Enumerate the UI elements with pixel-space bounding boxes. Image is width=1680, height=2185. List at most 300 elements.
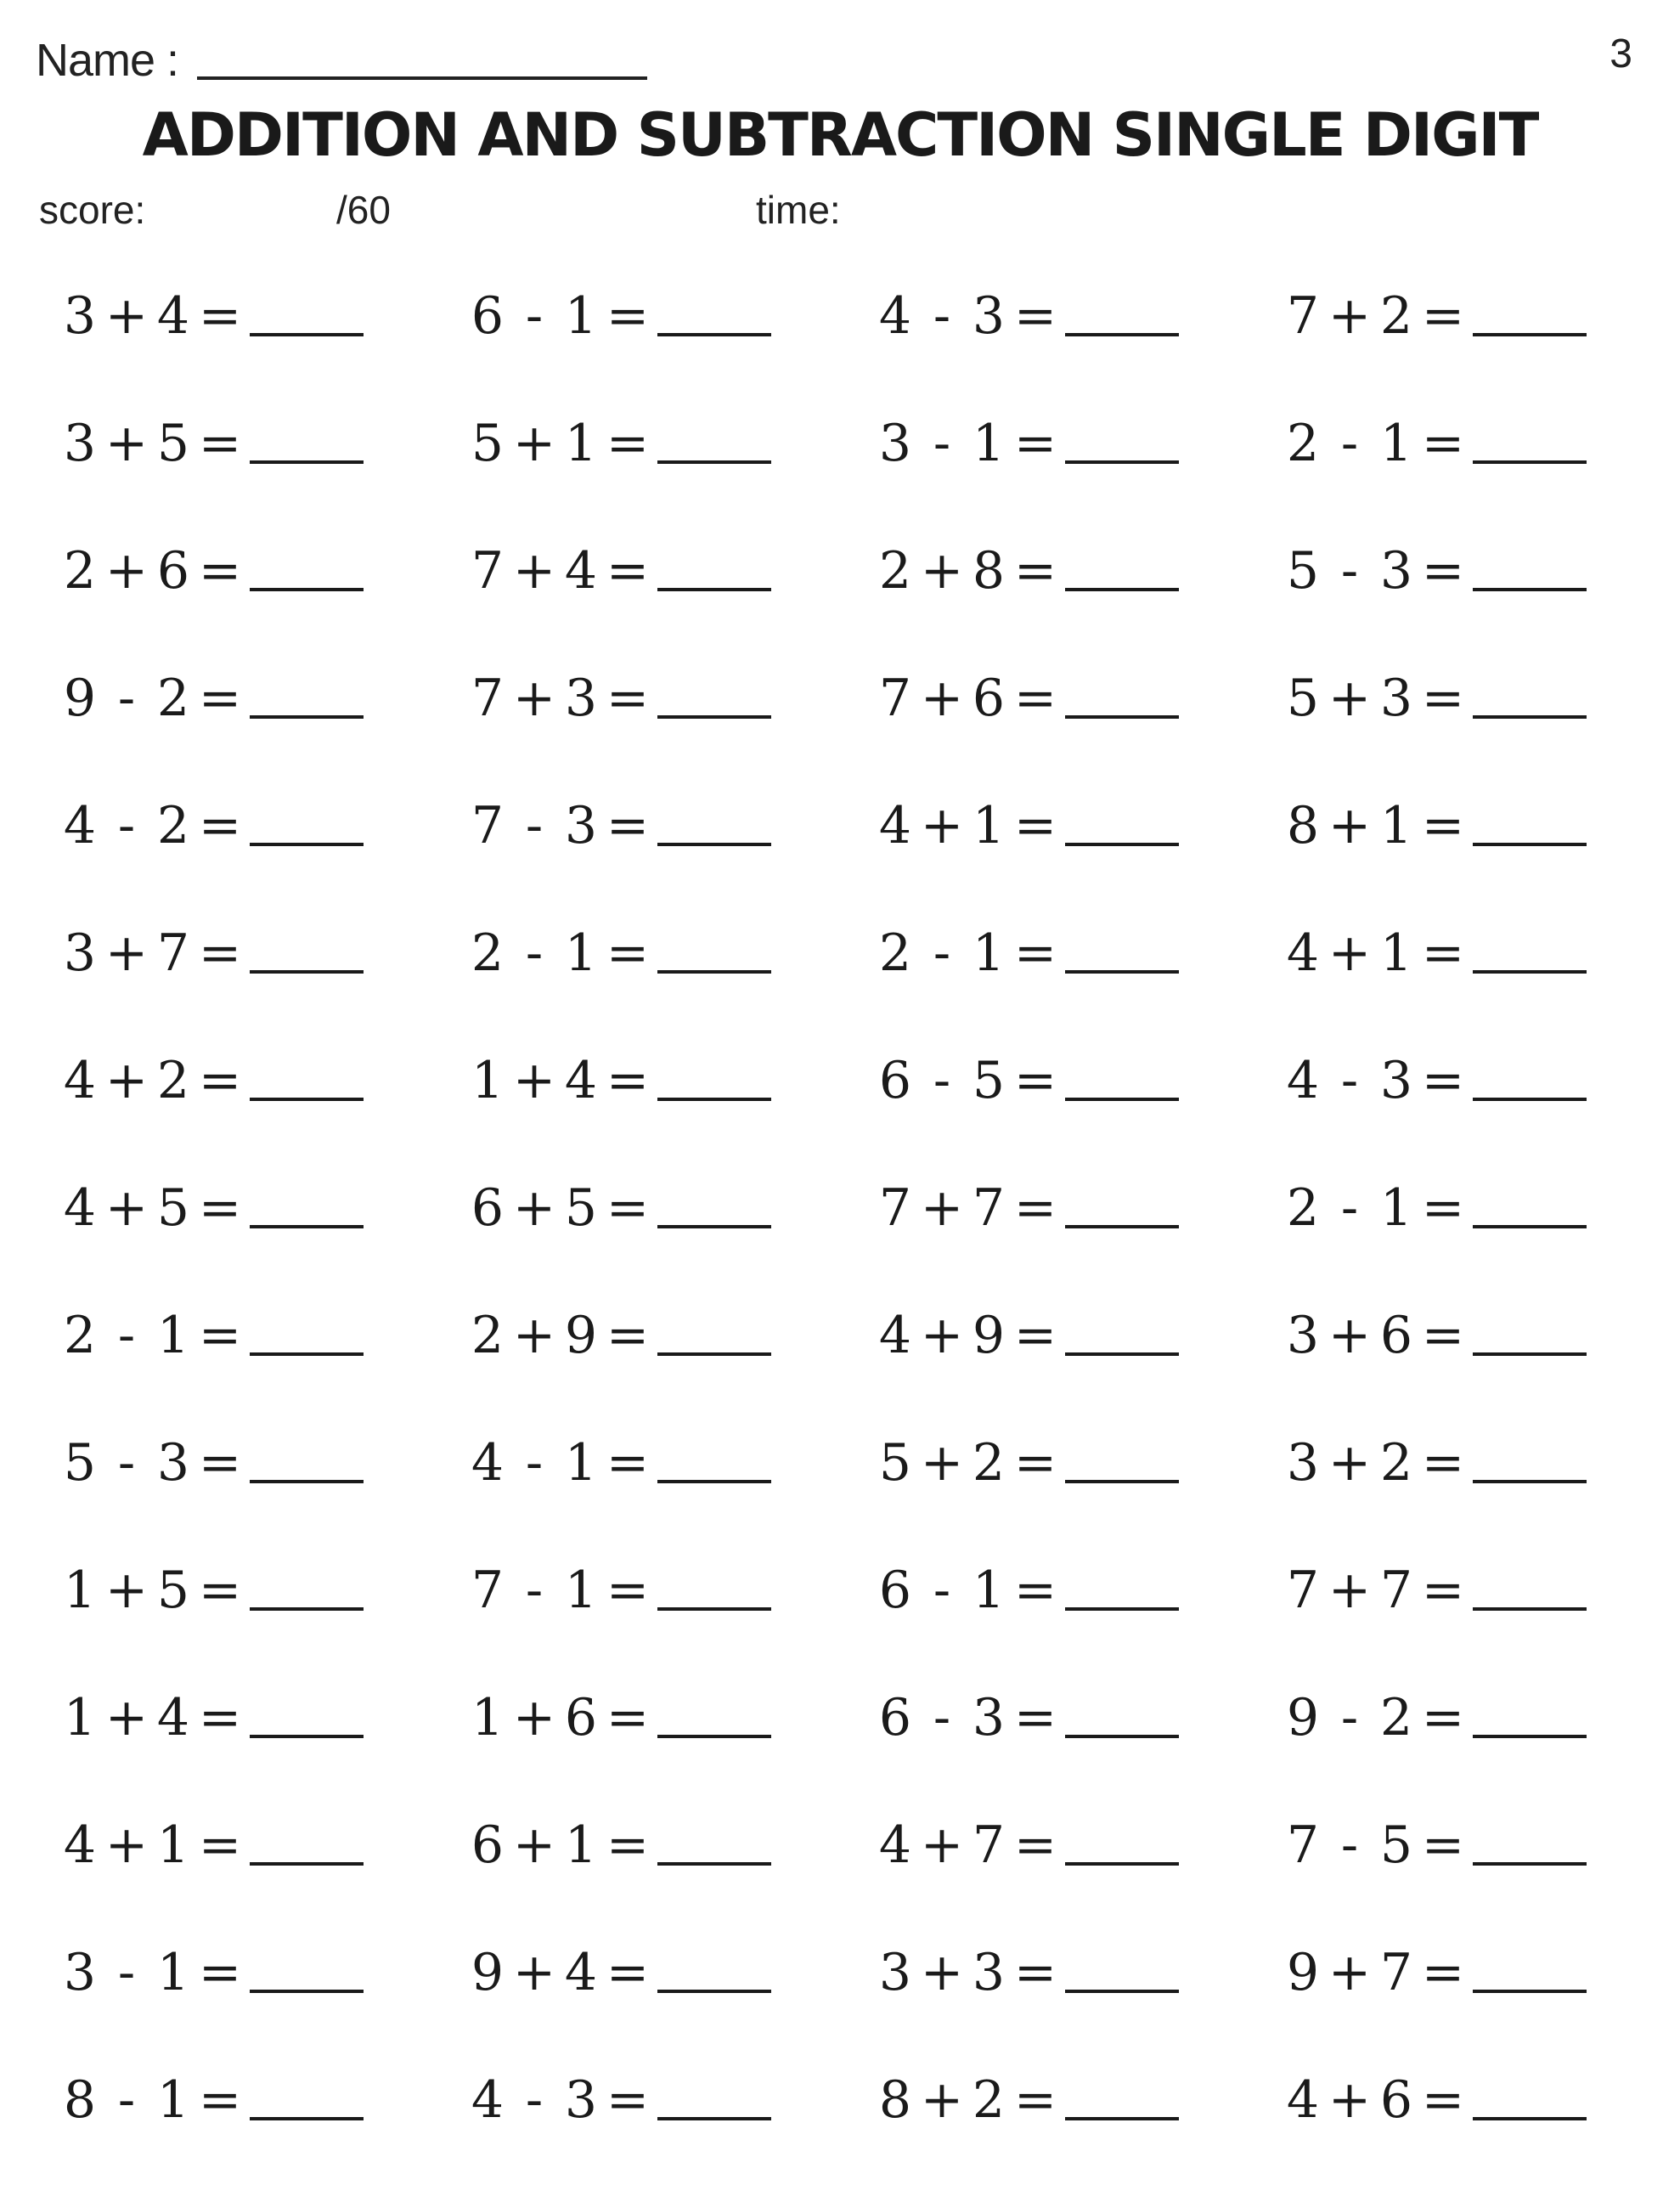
problem-item: [878, 1293, 1286, 1378]
answer-blank[interactable]: [657, 1862, 771, 1866]
problem-equals: =: [606, 1306, 650, 1365]
problem-operand-a: 2: [63, 1306, 97, 1365]
problem-operand-a: 1: [63, 1688, 97, 1747]
problem-item: [63, 783, 471, 868]
problem-operand-a: 2: [63, 541, 97, 601]
problem-item: [1286, 2058, 1680, 2143]
problem-operand-a: 3: [63, 1943, 97, 2002]
problem-item: [1286, 783, 1680, 868]
problem-operand-a: 5: [1286, 541, 1320, 601]
problem-equals: =: [1013, 1561, 1057, 1620]
problem-operand-a: 7: [471, 796, 505, 855]
problem-operand-a: 2: [878, 541, 912, 601]
problem-operator: +: [1328, 1561, 1372, 1620]
problem-equals: =: [1013, 1943, 1057, 2002]
problem-item: [63, 1548, 471, 1633]
problem-operator: +: [920, 1433, 964, 1493]
problem-item: [878, 1803, 1286, 1888]
problem-equals: =: [606, 1688, 650, 1747]
problem-operand-b: 6: [972, 669, 1006, 728]
problem-operand-a: 5: [471, 414, 505, 473]
problem-equals: =: [1421, 1561, 1465, 1620]
problem-operator: +: [512, 541, 556, 601]
problem-item: [878, 1930, 1286, 2015]
answer-blank[interactable]: [250, 970, 364, 974]
problem-operand-a: 3: [63, 286, 97, 346]
answer-blank[interactable]: [250, 333, 364, 336]
problem-operand-b: 2: [156, 796, 190, 855]
problem-equals: =: [1013, 923, 1057, 983]
problem-item: [1286, 1548, 1680, 1633]
name-field-line[interactable]: [197, 76, 647, 80]
problem-operand-a: 4: [63, 796, 97, 855]
problem-item: [471, 1420, 878, 1505]
problem-equals: =: [1013, 2070, 1057, 2130]
problem-operand-b: 1: [156, 1943, 190, 2002]
problem-operand-b: 6: [1379, 2070, 1413, 2130]
problem-operator: -: [1340, 1688, 1359, 1747]
problem-operand-a: 3: [1286, 1306, 1320, 1365]
problem-item: [471, 783, 878, 868]
problem-operator: -: [933, 414, 951, 473]
problem-operand-b: 1: [564, 923, 598, 983]
problem-operand-b: 2: [156, 1051, 190, 1110]
answer-blank[interactable]: [1473, 970, 1587, 974]
problem-operator: -: [525, 796, 544, 855]
problem-operand-b: 4: [564, 541, 598, 601]
answer-blank[interactable]: [1473, 1098, 1587, 1101]
answer-blank[interactable]: [657, 588, 771, 591]
problem-operator: -: [525, 2070, 544, 2130]
problem-item: [63, 656, 471, 741]
answer-blank[interactable]: [1473, 588, 1587, 591]
problem-operand-a: 2: [1286, 414, 1320, 473]
problem-operand-a: 7: [878, 669, 912, 728]
problem-item: [1286, 1675, 1680, 1760]
worksheet-title: ADDITION AND SUBTRACTION SINGLE DIGIT: [142, 100, 1538, 170]
answer-blank[interactable]: [1473, 460, 1587, 464]
problem-equals: =: [198, 1688, 242, 1747]
problem-operand-b: 5: [156, 1178, 190, 1238]
answer-blank[interactable]: [657, 843, 771, 846]
problem-operator: +: [104, 1815, 149, 1875]
problem-operand-b: 4: [564, 1943, 598, 2002]
problem-item: [1286, 528, 1680, 613]
answer-blank[interactable]: [1065, 460, 1179, 464]
problem-equals: =: [1013, 796, 1057, 855]
problem-item: [878, 528, 1286, 613]
problem-operand-a: 6: [878, 1688, 912, 1747]
problem-item: [878, 1038, 1286, 1123]
answer-blank[interactable]: [250, 1352, 364, 1356]
problem-operand-b: 3: [972, 286, 1006, 346]
problem-item: [63, 1930, 471, 2015]
problem-operand-a: 6: [471, 1178, 505, 1238]
answer-blank[interactable]: [1065, 1862, 1179, 1866]
problem-operator: -: [117, 669, 136, 728]
problem-operator: +: [512, 1815, 556, 1875]
problem-operand-a: 3: [878, 414, 912, 473]
answer-blank[interactable]: [1065, 715, 1179, 719]
problem-item: [63, 1675, 471, 1760]
problem-item: [878, 1420, 1286, 1505]
answer-blank[interactable]: [657, 1735, 771, 1738]
problem-operand-b: 1: [972, 1561, 1006, 1620]
problem-equals: =: [1421, 1943, 1465, 2002]
name-row: [36, 34, 647, 87]
problem-operator: +: [920, 669, 964, 728]
problem-operand-a: 8: [878, 2070, 912, 2130]
problem-item: [471, 1166, 878, 1251]
problem-operand-b: 8: [972, 541, 1006, 601]
problem-operand-b: 7: [1379, 1943, 1413, 2002]
problem-item: [878, 401, 1286, 486]
answer-blank[interactable]: [1065, 1480, 1179, 1483]
answer-blank[interactable]: [250, 1098, 364, 1101]
problem-item: [471, 1293, 878, 1378]
problem-item: [63, 2058, 471, 2143]
problem-equals: =: [606, 1051, 650, 1110]
answer-blank[interactable]: [250, 843, 364, 846]
problem-operand-a: 6: [878, 1051, 912, 1110]
answer-blank[interactable]: [657, 1990, 771, 1993]
problem-operator: -: [1340, 541, 1359, 601]
answer-blank[interactable]: [1473, 1735, 1587, 1738]
answer-blank[interactable]: [1473, 333, 1587, 336]
problem-operator: +: [920, 1943, 964, 2002]
answer-blank[interactable]: [1473, 1607, 1587, 1611]
problem-operand-b: 1: [564, 1433, 598, 1493]
problem-operand-b: 2: [156, 669, 190, 728]
problem-operator: -: [933, 1561, 951, 1620]
problem-operand-b: 7: [156, 923, 190, 983]
problem-item: [471, 1038, 878, 1123]
problem-operator: -: [525, 1433, 544, 1493]
answer-blank[interactable]: [1065, 1607, 1179, 1611]
problem-operator: +: [104, 1051, 149, 1110]
problem-operator: -: [1340, 1815, 1359, 1875]
problem-equals: =: [198, 1051, 242, 1110]
problem-operator: +: [104, 286, 149, 346]
problem-operator: +: [1328, 1433, 1372, 1493]
problem-operator: -: [933, 286, 951, 346]
problem-item: [878, 911, 1286, 996]
problem-equals: =: [198, 1561, 242, 1620]
problem-item: [63, 528, 471, 613]
problem-item: [1286, 911, 1680, 996]
answer-blank[interactable]: [657, 460, 771, 464]
problem-operand-a: 4: [63, 1178, 97, 1238]
problem-equals: =: [1013, 1178, 1057, 1238]
problem-equals: =: [198, 414, 242, 473]
problem-operand-a: 4: [1286, 923, 1320, 983]
problem-operand-b: 2: [1379, 286, 1413, 346]
answer-blank[interactable]: [250, 2117, 364, 2120]
answer-blank[interactable]: [657, 2117, 771, 2120]
problem-item: [471, 401, 878, 486]
problem-item: [63, 401, 471, 486]
answer-blank[interactable]: [250, 1480, 364, 1483]
problem-equals: =: [1421, 2070, 1465, 2130]
problem-operand-b: 3: [1379, 541, 1413, 601]
answer-blank[interactable]: [1065, 1735, 1179, 1738]
problem-equals: =: [198, 2070, 242, 2130]
problem-operand-a: 5: [878, 1433, 912, 1493]
problem-item: [878, 1548, 1286, 1633]
problem-equals: =: [1013, 1433, 1057, 1493]
problem-operator: +: [104, 414, 149, 473]
problem-operator: +: [920, 2070, 964, 2130]
problem-operand-b: 3: [972, 1688, 1006, 1747]
problem-operator: +: [1328, 923, 1372, 983]
problem-operand-b: 1: [1379, 1178, 1413, 1238]
problem-operand-b: 5: [1379, 1815, 1413, 1875]
problem-item: [878, 656, 1286, 741]
problem-operand-a: 9: [1286, 1943, 1320, 2002]
problem-operator: +: [104, 923, 149, 983]
problem-operator: +: [1328, 1306, 1372, 1365]
answer-blank[interactable]: [250, 1607, 364, 1611]
problem-operand-a: 7: [878, 1178, 912, 1238]
problem-operand-a: 1: [63, 1561, 97, 1620]
problem-operator: -: [1340, 414, 1359, 473]
problem-operator: -: [117, 1306, 136, 1365]
problem-equals: =: [1013, 286, 1057, 346]
problem-operand-b: 1: [156, 1815, 190, 1875]
problem-item: [471, 274, 878, 359]
problem-operator: +: [512, 1178, 556, 1238]
problem-item: [1286, 656, 1680, 741]
problem-operand-b: 1: [972, 923, 1006, 983]
problem-equals: =: [606, 286, 650, 346]
problem-equals: =: [606, 1815, 650, 1875]
problem-operator: -: [117, 1433, 136, 1493]
answer-blank[interactable]: [1065, 333, 1179, 336]
problem-equals: =: [1421, 286, 1465, 346]
problem-item: [471, 1803, 878, 1888]
problem-item: [471, 656, 878, 741]
problem-item: [63, 1166, 471, 1251]
problem-equals: =: [198, 1306, 242, 1365]
problem-operand-a: 4: [878, 286, 912, 346]
problem-equals: =: [1421, 923, 1465, 983]
answer-blank[interactable]: [657, 333, 771, 336]
problem-item: [878, 1166, 1286, 1251]
problem-operand-b: 4: [156, 286, 190, 346]
answer-blank[interactable]: [657, 715, 771, 719]
answer-blank[interactable]: [657, 1225, 771, 1228]
problem-operand-a: 9: [471, 1943, 505, 2002]
problem-equals: =: [606, 669, 650, 728]
problem-operand-b: 5: [972, 1051, 1006, 1110]
problem-equals: =: [1013, 541, 1057, 601]
problem-equals: =: [606, 796, 650, 855]
answer-blank[interactable]: [1473, 1352, 1587, 1356]
answer-blank[interactable]: [657, 1098, 771, 1101]
problem-item: [63, 274, 471, 359]
problem-item: [1286, 1038, 1680, 1123]
problem-item: [63, 1420, 471, 1505]
problem-equals: =: [1421, 1306, 1465, 1365]
problem-operator: +: [1328, 1943, 1372, 2002]
problem-operand-b: 5: [156, 414, 190, 473]
answer-blank[interactable]: [1065, 970, 1179, 974]
answer-blank[interactable]: [657, 970, 771, 974]
problem-operand-b: 1: [564, 1561, 598, 1620]
problem-operator: +: [104, 1178, 149, 1238]
problem-operand-a: 4: [471, 1433, 505, 1493]
answer-blank[interactable]: [250, 588, 364, 591]
answer-blank[interactable]: [250, 1990, 364, 1993]
problem-equals: =: [606, 1561, 650, 1620]
problem-operand-a: 7: [471, 669, 505, 728]
problem-equals: =: [606, 1433, 650, 1493]
problem-equals: =: [1013, 669, 1057, 728]
problem-operator: +: [920, 1306, 964, 1365]
problem-operator: +: [920, 1178, 964, 1238]
problem-operator: +: [104, 541, 149, 601]
answer-blank[interactable]: [1065, 1990, 1179, 1993]
problem-operator: -: [933, 923, 951, 983]
problem-equals: =: [1421, 1051, 1465, 1110]
problem-operator: -: [933, 1051, 951, 1110]
problem-operator: -: [1340, 1178, 1359, 1238]
problem-operand-a: 8: [63, 2070, 97, 2130]
problem-equals: =: [1013, 1306, 1057, 1365]
problem-equals: =: [1013, 414, 1057, 473]
answer-blank[interactable]: [1065, 1098, 1179, 1101]
answer-blank[interactable]: [250, 1225, 364, 1228]
problem-operator: -: [933, 1688, 951, 1747]
answer-blank[interactable]: [1473, 1862, 1587, 1866]
problem-item: [878, 783, 1286, 868]
problem-equals: =: [1421, 1688, 1465, 1747]
answer-blank[interactable]: [1473, 1225, 1587, 1228]
problem-item: [878, 2058, 1286, 2143]
problem-operand-a: 6: [878, 1561, 912, 1620]
answer-blank[interactable]: [1473, 1480, 1587, 1483]
problem-operand-b: 1: [156, 1306, 190, 1365]
problem-equals: =: [198, 1815, 242, 1875]
problem-operator: -: [525, 286, 544, 346]
problem-operand-b: 2: [972, 2070, 1006, 2130]
time-label: time:: [756, 188, 841, 232]
problem-equals: =: [606, 2070, 650, 2130]
score-total: /60: [336, 188, 391, 232]
problem-equals: =: [198, 1943, 242, 2002]
problem-operand-b: 1: [1379, 796, 1413, 855]
answer-blank[interactable]: [1473, 1990, 1587, 1993]
problem-operator: +: [104, 1688, 149, 1747]
problem-operand-a: 5: [1286, 669, 1320, 728]
problem-operand-b: 7: [1379, 1561, 1413, 1620]
answer-blank[interactable]: [1065, 1352, 1179, 1356]
problem-operator: +: [512, 1051, 556, 1110]
page-number: 3: [1610, 31, 1632, 76]
problem-equals: =: [1421, 1815, 1465, 1875]
problem-operand-a: 4: [63, 1051, 97, 1110]
problem-operand-a: 7: [471, 1561, 505, 1620]
answer-blank[interactable]: [1473, 715, 1587, 719]
problem-operator: +: [920, 796, 964, 855]
answer-blank[interactable]: [250, 715, 364, 719]
problem-equals: =: [1013, 1688, 1057, 1747]
problem-item: [471, 911, 878, 996]
problem-equals: =: [198, 923, 242, 983]
problem-operator: +: [920, 541, 964, 601]
problem-operand-b: 9: [564, 1306, 598, 1365]
problem-item: [878, 1675, 1286, 1760]
problem-operator: +: [512, 1688, 556, 1747]
problem-operator: +: [1328, 796, 1372, 855]
problem-equals: =: [1421, 669, 1465, 728]
score-label: score:: [39, 188, 146, 232]
problem-item: [1286, 401, 1680, 486]
problem-operand-b: 2: [1379, 1688, 1413, 1747]
problem-operand-a: 2: [1286, 1178, 1320, 1238]
answer-blank[interactable]: [1065, 1225, 1179, 1228]
problem-item: [1286, 1420, 1680, 1505]
answer-blank[interactable]: [657, 1352, 771, 1356]
problem-operand-b: 9: [972, 1306, 1006, 1365]
problem-operator: +: [920, 1815, 964, 1875]
problem-equals: =: [1013, 1815, 1057, 1875]
problem-equals: =: [1421, 414, 1465, 473]
answer-blank[interactable]: [1065, 843, 1179, 846]
problem-operand-a: 2: [878, 923, 912, 983]
problem-operand-a: 4: [63, 1815, 97, 1875]
problem-operand-b: 4: [564, 1051, 598, 1110]
problem-operand-a: 1: [471, 1688, 505, 1747]
problem-item: [1286, 274, 1680, 359]
answer-blank[interactable]: [657, 1607, 771, 1611]
problem-operand-a: 4: [878, 796, 912, 855]
answer-blank[interactable]: [250, 1862, 364, 1866]
problem-operator: -: [117, 796, 136, 855]
answer-blank[interactable]: [250, 1735, 364, 1738]
answer-blank[interactable]: [1065, 2117, 1179, 2120]
answer-blank[interactable]: [1473, 2117, 1587, 2120]
problem-operand-a: 4: [878, 1306, 912, 1365]
problem-operator: +: [1328, 2070, 1372, 2130]
problem-item: [1286, 1803, 1680, 1888]
problem-equals: =: [1421, 1178, 1465, 1238]
problem-operand-b: 4: [156, 1688, 190, 1747]
answer-blank[interactable]: [1065, 588, 1179, 591]
problem-operand-a: 6: [471, 1815, 505, 1875]
problem-operand-a: 3: [878, 1943, 912, 2002]
problem-operator: -: [117, 1943, 136, 2002]
problem-operand-b: 1: [564, 414, 598, 473]
problem-operand-b: 3: [564, 796, 598, 855]
problem-operand-a: 7: [471, 541, 505, 601]
problem-operand-b: 5: [156, 1561, 190, 1620]
problem-operand-b: 7: [972, 1815, 1006, 1875]
answer-blank[interactable]: [250, 460, 364, 464]
answer-blank[interactable]: [1473, 843, 1587, 846]
problem-item: [471, 528, 878, 613]
answer-blank[interactable]: [657, 1480, 771, 1483]
problem-operand-b: 1: [972, 414, 1006, 473]
problem-equals: =: [198, 541, 242, 601]
problem-equals: =: [1013, 1051, 1057, 1110]
problem-item: [471, 1675, 878, 1760]
problem-operand-a: 4: [1286, 1051, 1320, 1110]
problem-item: [471, 1548, 878, 1633]
problem-operand-b: 2: [1379, 1433, 1413, 1493]
problem-operator: -: [525, 1561, 544, 1620]
problem-operand-b: 3: [156, 1433, 190, 1493]
